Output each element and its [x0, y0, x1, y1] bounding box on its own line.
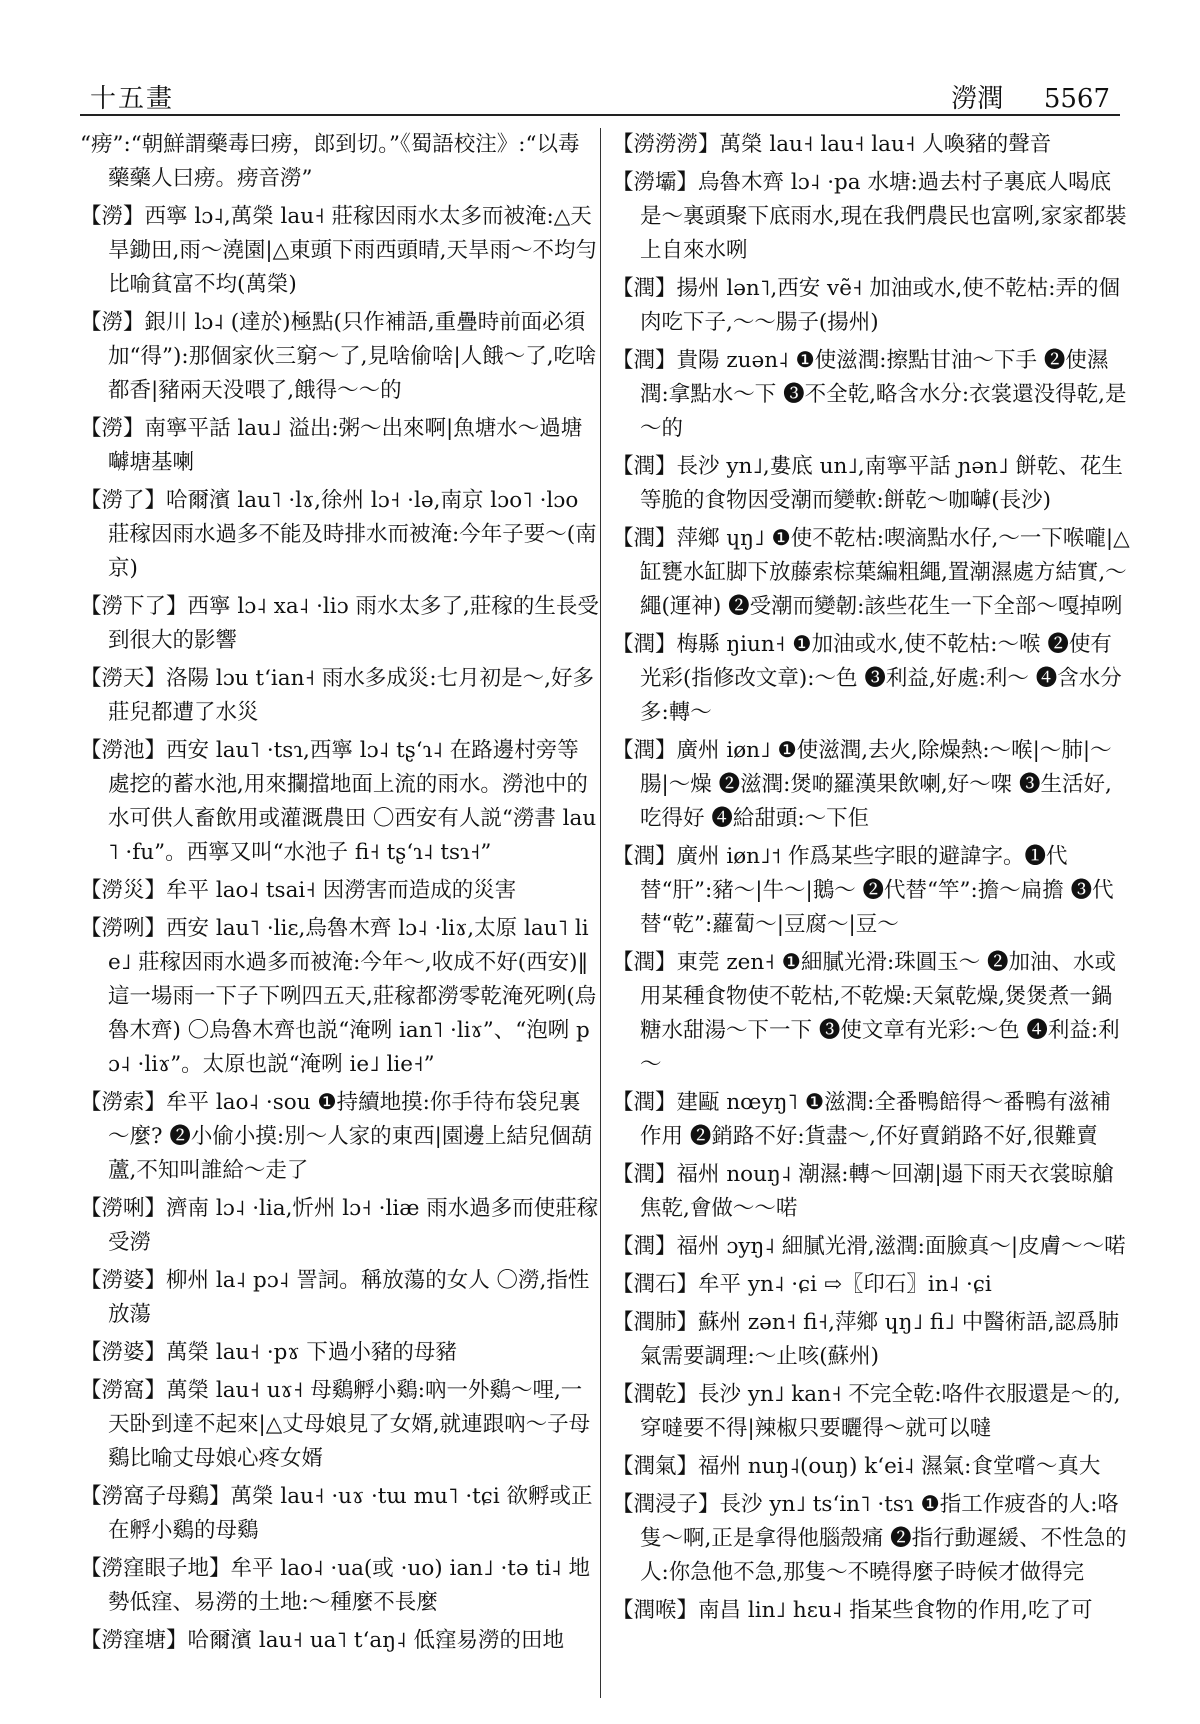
dictionary-entry: 【潤氣】福州 nuŋ˨(ouŋ) kʻei˨ 濕氣:食堂嚐～真大 [612, 1454, 1101, 1479]
page-header [80, 70, 1120, 116]
dictionary-entry: 【潤石】牟平 yn˨ ·ɕi ⇨〖印石〗in˨ ·ɕi [612, 1272, 992, 1297]
right-column [612, 128, 1132, 1688]
dictionary-entry: 【澇咧】西安 lau˥ ·liɛ,烏魯木齊 lɔ˨ ·liɤ,太原 lau˥ lie˩ 莊稼因雨水過多而被淹:今年～,收成不好(西安)‖這一場雨一下子下咧四五天,莊稼都澇零乾淹死咧(烏魯木齊) 〇烏魯木齊也説“淹咧 ian˥ ·liɤ”、“泡咧 pɔ˨ ·liɤ”。太原也説“淹咧 ie˩ lie˧” [80, 916, 597, 1077]
dictionary-entry: 【澇了】哈爾濱 lau˥ ·lɤ,徐州 lɔ˧ ·lə,南京 lɔo˥ ·lɔo 莊稼因雨水過多不能及時排水而被淹:今年子要～(南京) [80, 488, 597, 581]
dictionary-entry: “痨”:“朝鮮謂藥毒曰痨，郎到切。”《蜀語校注》:“以毒藥藥人曰痨。痨音澇” [80, 132, 580, 191]
dictionary-entry: 【潤乾】長沙 yn˩ kan˧ 不完全乾:咯件衣服還是～的,穿噠要不得|辣椒只要曬得～就可以噠 [612, 1382, 1121, 1441]
dictionary-entry: 【潤】廣州 iøn˩ ❶使滋潤,去火,除燥熱:～喉|～肺|～腸|～燥 ❷滋潤:煲啲羅漢果飲喇,好～㗎 ❸生活好,吃得好 ❹給甜頭:～下佢 [612, 738, 1112, 831]
dictionary-entry: 【潤喉】南昌 lin˩ hɛu˨ 指某些食物的作用,吃了可 [612, 1598, 1093, 1623]
dictionary-entry: 【澇婆】柳州 la˨ pɔ˨ 詈詞。稱放蕩的女人 〇澇,指性放蕩 [80, 1268, 590, 1327]
dictionary-entry: 【澇】西寧 lɔ˨,萬榮 lau˧ 莊稼因雨水太多而被淹:△天旱鋤田,雨～澆園|△東頭下雨西頭晴,天旱雨～不均勻比喻貧富不均(萬榮) [80, 204, 597, 297]
running-headwords: 澇潤 [951, 84, 1004, 114]
dictionary-entry: 【澇】銀川 lɔ˨ (達於)極點(只作補語,重疊時前面必須加“得”):那個家伙三窮～了,見啥偷啥|人餓～了,吃啥都香|豬兩天没喂了,餓得～～的 [80, 310, 597, 403]
dictionary-entry: 【潤】貴陽 zuən˨ ❶使滋潤:擦點甘油～下手 ❷使濕潤:拿點水～下 ❸不全乾,略含水分:衣裳還没得乾,是～的 [612, 348, 1127, 441]
dictionary-entry: 【澇災】牟平 lao˨ tsai˧ 因澇害而造成的災害 [80, 878, 517, 903]
dictionary-entry: 【潤】長沙 yn˩,婁底 un˩,南寧平話 ɲən˩ 餅乾、花生等脆的食物因受潮而變軟:餅乾～咖嚹(長沙) [612, 454, 1123, 513]
dictionary-entry: 【澇唎】濟南 lɔ˨ ·lia,忻州 lɔ˧ ·liæ 雨水過多而使莊稼受澇 [80, 1196, 599, 1255]
dictionary-entry: 【澇澇澇】萬榮 lau˧ lau˧ lau˧ 人喚豬的聲音 [612, 132, 1052, 157]
column-divider [600, 128, 601, 1698]
dictionary-entry: 【潤浸子】長沙 yn˩ tsʻin˥ ·tsɿ ❶指工作疲沓的人:咯隻～啊,正是拿得他腦殼痛 ❷指行動遲緩、不性急的人:你急他不急,那隻～不曉得麼子時候才做得完 [612, 1492, 1127, 1585]
dictionary-entry: 【澇窩】萬榮 lau˧ uɤ˧ 母鷄孵小鷄:吶一外鷄～哩,一天卧到達不起來|△丈母娘見了女婿,就連跟吶～子母鷄比喻丈母娘心疼女婿 [80, 1378, 591, 1471]
left-column [80, 128, 600, 1688]
page-number: 5567 [1043, 84, 1110, 114]
dictionary-entry: 【潤】福州 nouŋ˨ 潮濕:轉～回潮|遢下雨天衣裳晾艙焦乾,會做～～喏 [612, 1162, 1114, 1221]
dictionary-entry: 【潤】揚州 lən˥,西安 vẽ˧ 加油或水,使不乾枯:弄的個肉吃下子,～～腸子(揚州) [612, 276, 1120, 335]
dictionary-entry: 【潤】福州 ɔyŋ˨ 細膩光滑,滋潤:面臉真～|皮膚～～喏 [612, 1234, 1126, 1259]
dictionary-entry: 【澇索】牟平 lao˨ ·sou ❶持續地摸:你手待布袋兒裏～麼? ❷小偷小摸:別～人家的東西|園邊上結兒個葫蘆,不知叫誰給～走了 [80, 1090, 593, 1183]
dictionary-entry: 【澇窩子母鷄】萬榮 lau˧ ·uɤ ·tɯ mu˥ ·tɕi 欲孵或正在孵小鷄的母鷄 [80, 1484, 593, 1543]
dictionary-entry: 【澇窪塘】哈爾濱 lau˧ ua˥ tʻaŋ˨ 低窪易澇的田地 [80, 1628, 564, 1653]
headword-and-page [951, 78, 1110, 115]
dictionary-entry: 【潤】東莞 zen˧ ❶細膩光滑:珠圓玉～ ❷加油、水或用某種食物使不乾枯,不乾燥:天氣乾燥,煲煲煮一鍋糖水甜湯～下一下 ❸使文章有光彩:～色 ❹利益:利～ [612, 950, 1120, 1077]
dictionary-entry: 【澇】南寧平話 lau˩ 溢出:粥～出來啊|魚塘水～過塘嚹塘基喇 [80, 416, 583, 475]
section-label: 十五畫 [90, 84, 175, 114]
dictionary-entry: 【澇婆】萬榮 lau˧ ·pɤ 下過小豬的母豬 [80, 1340, 457, 1365]
dictionary-entry: 【澇下了】西寧 lɔ˨ xa˨ ·liɔ 雨水太多了,莊稼的生長受到很大的影響 [80, 594, 599, 653]
dictionary-entry: 【潤】萍鄉 ɥŋ˩ ❶使不乾枯:喫滴點水仔,～一下喉嚨|△缸甕水缸脚下放藤索棕葉編粗繩,置潮濕處方結實,～繩(運神) ❷受潮而變韌:該些花生一下全部～嘎掉咧 [612, 526, 1130, 619]
dictionary-entry: 【澇天】洛陽 lɔu tʻian˧ 雨水多成災:七月初是～,好多莊兒都遭了水災 [80, 666, 594, 725]
dictionary-entry: 【潤】梅縣 ŋiun˧ ❶加油或水,使不乾枯:～喉 ❷使有光彩(指修改文章):～色 ❸利益,好處:利～ ❹含水分多:轉～ [612, 632, 1122, 725]
dictionary-entry: 【澇壩】烏魯木齊 lɔ˨ ·pa 水塘:過去村子裏底人喝底是～裏頭聚下底雨水,現在我們農民也富咧,家家都裝上自來水咧 [612, 170, 1127, 263]
dictionary-entry: 【澇池】西安 lau˥ ·tsɿ,西寧 lɔ˨ tʂʻɿ˨ 在路邊村旁等處挖的蓄水池,用來攔擋地面上流的雨水。澇池中的水可供人畜飲用或灌溉農田 〇西安有人説“澇書 lau˥ ·fu”。西寧又叫“水池子 fi˧ tʂʻɿ˨ tsɿ˧” [80, 738, 597, 865]
dictionary-entry: 【澇窪眼子地】牟平 lao˨ ·ua(或 ·uo) ian˩ ·tə ti˨ 地勢低窪、易澇的土地:～種麼不長麼 [80, 1556, 590, 1615]
dictionary-entry: 【潤】廣州 iøn˩˦ 作爲某些字眼的避諱字。❶代替“肝”:豬～|牛～|鵝～ ❷代替“竿”:擔～扁擔 ❸代替“乾”:蘿蔔～|豆腐～|豆～ [612, 844, 1114, 937]
dictionary-entry: 【潤肺】蘇州 zən˧ fi˧,萍鄉 ɥŋ˩ fi˩ 中醫術語,認爲肺氣需要調理:～止咳(蘇州) [612, 1310, 1120, 1369]
dictionary-entry: 【潤】建甌 nœyŋ˥ ❶滋潤:全番鴨餢得～番鴨有滋補作用 ❷銷路不好:貨盡～,伓好賣銷路不好,很難賣 [612, 1090, 1111, 1149]
